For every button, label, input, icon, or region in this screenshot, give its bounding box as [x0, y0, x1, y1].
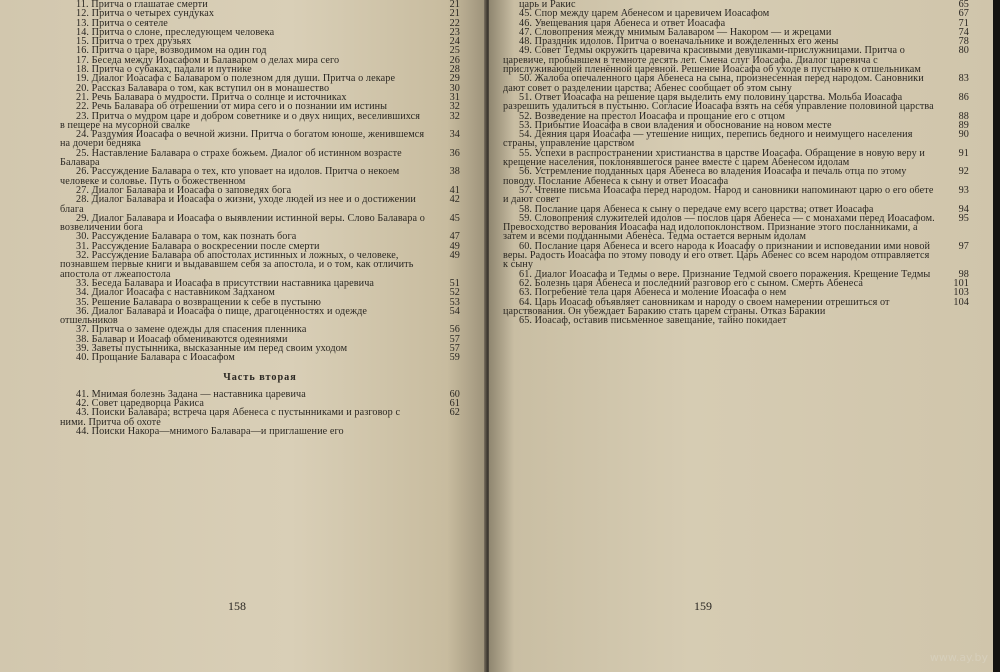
toc-entry-page: 51 [449, 277, 460, 289]
toc-entry-title: 65. Иоасаф, оставив письменное завещание, тайно покидает [519, 315, 787, 327]
toc-entry-page: 78 [958, 36, 969, 48]
toc-entry [503, 149, 969, 168]
toc-entry-title: 26. Рассуждение Балавара о тех, кто уповает на идолов. Притча о некоем человеке и соловье. Путь о божественном [60, 166, 400, 187]
toc-entry-title: 18. Притча о субаках, падали и путнике [76, 64, 252, 76]
toc-entry-title: 34. Диалог Иоасафа с наставником Задханом [76, 287, 275, 299]
toc-entry-page: 45 [449, 212, 460, 224]
toc-entry-page: 25 [449, 45, 460, 57]
toc-entry-title: 48. Праздник идолов. Притча о военачальнике и вожделенных его жены [519, 36, 839, 48]
toc-entry-title: 43. Поиски Балавара; встреча царя Абенеса с пустынниками и разговор с ними. Притча об охоте [60, 407, 401, 428]
toc-entry-title: 38. Балавар и Иоасаф обмениваются одеяниями [76, 333, 288, 345]
toc-entry-title: 24. Раздумия Иоасафа о вечной жизни. Притча о богатом юноше, женившемся на дочери бедняка [60, 129, 425, 150]
right-page [489, 0, 993, 672]
toc-entry-title: 45. Спор между царем Абенесом и царевичем Иоасафом [519, 8, 770, 20]
toc-entry [60, 251, 460, 279]
toc-entry-page: 56 [449, 324, 460, 336]
toc-entry-page: 67 [958, 8, 969, 20]
toc-entry-title: 19. Диалог Иоасафа с Балаваром о полезном для души. Притча о лекаре [76, 73, 396, 85]
toc-entry-title: 16. Притча о царе, возводимом на один год [76, 45, 267, 57]
right-page-number: 159 [694, 599, 712, 613]
toc-entry-title: 25. Наставление Балавара о страхе божьем. Диалог об истинном возрасте Балавара [60, 147, 402, 169]
toc-entry-page: 93 [958, 184, 969, 196]
toc-entry-page: 92 [958, 166, 969, 178]
toc-entry-page: 49 [449, 250, 460, 262]
toc-entry-title: царь и Ракис [519, 0, 576, 10]
toc-entry-title: 30. Рассуждение Балавара о том, как познать бога [76, 231, 297, 243]
toc-entry-page: 91 [958, 147, 969, 159]
toc-entry-page: 88 [958, 110, 969, 122]
toc-entry-title: 59. Словопрения служителей идолов — послов царя Абенеса — с монахами перед Иоасафом. Превосходство верования Иоасафа над идолопоклонством. Признание этого посланниками, а затем и всеми подданными Абенеса. Тедма остается верным идолам [503, 212, 935, 243]
toc-entry [503, 93, 969, 112]
toc-entry-title: 47. Словопрения между мнимым Балаваром — Накором — и жрецами [519, 26, 832, 38]
toc-entry-page: 49 [449, 240, 460, 252]
toc-entry-page: 74 [958, 26, 969, 38]
toc-entry [503, 74, 969, 93]
toc-entry-title: 42. Совет царедворца Ракиса [76, 398, 204, 410]
toc-entry-title: 62. Болезнь царя Абенеса и последний разговор его с сыном. Смерть Абенеса [519, 277, 864, 289]
toc-entry-title: 63. Погребение тела царя Абенеса и моление Иоасафа о нем [519, 287, 787, 299]
toc-entry-page: 24 [449, 36, 460, 48]
toc-entry-title: 51. Ответ Иоасафа на решение царя выделить ему половину царства. Мольба Иоасафа разрешить удалиться в пустыню. Согласие Иоасафа взять на себя управление половиной царства [503, 91, 934, 113]
toc-entry-page: 103 [953, 287, 969, 299]
toc-entry-title: 14. Притча о слоне, преследующем человека [76, 26, 275, 38]
toc-entry-page: 29 [449, 73, 460, 85]
toc-entry-page: 104 [953, 296, 969, 308]
toc-entry-page: 83 [958, 73, 969, 85]
toc-entry [60, 195, 460, 214]
toc-entry-page: 57 [449, 333, 460, 345]
left-page [0, 0, 486, 672]
right-contents-column [503, 0, 969, 325]
toc-entry-page: 97 [958, 240, 969, 252]
toc-entry-title: 29. Диалог Балавара и Иоасафа о выявлении истинной веры. Слово Балавара о возвеличении бога [60, 212, 425, 234]
toc-entry-page: 61 [449, 398, 460, 410]
toc-entry-page: 86 [958, 91, 969, 103]
toc-entry-page: 32 [449, 110, 460, 122]
toc-entry-title: 61. Диалог Иоасафа и Тедмы о вере. Признание Тедмой своего поражения. Крещение Тедмы [519, 268, 931, 280]
toc-entry [503, 214, 969, 242]
table-edge [993, 0, 1000, 672]
toc-entry-page: 71 [958, 17, 969, 29]
toc-entry [503, 46, 969, 74]
toc-entry-title: 37. Притча о замене одежды для спасения пленника [76, 324, 307, 336]
left-contents-column [60, 0, 460, 436]
toc-entry-title: 44. Поиски Накора—мнимого Балавара—и приглашение его [76, 426, 344, 438]
toc-entry [503, 242, 969, 270]
toc-entry-title: 64. Царь Иоасаф объявляет сановникам и народу о своем намерении отрешиться от царствования. Он убеждает Баракию стать царем страны. Отказ Баракии [503, 296, 890, 317]
toc-entry-title: 40. Прощание Балавара с Иоасафом [76, 352, 235, 364]
toc-entry [60, 307, 460, 326]
toc-entry [60, 112, 460, 131]
left-page-number: 158 [228, 599, 246, 613]
toc-entry [60, 130, 460, 149]
toc-entry-page: 32 [449, 101, 460, 113]
toc-entry-page: 47 [449, 231, 460, 243]
toc-entry-page: 23 [449, 26, 460, 38]
toc-entry [60, 167, 460, 186]
toc-entry-page: 38 [449, 166, 460, 178]
toc-entry-title: 36. Диалог Балавара и Иоасафа о пище, драгоценностях и одежде отшельников [60, 305, 367, 327]
toc-entry-page: 98 [958, 268, 969, 280]
toc-entry-title: 46. Увещевания царя Абенеса и ответ Иоасафа [519, 17, 726, 29]
toc-entry-title: 39. Заветы пустынника, высказанные им перед своим уходом [76, 342, 348, 354]
toc-entry-page: 80 [958, 45, 969, 57]
toc-entry-title: 11. Притча о глашатае смерти [76, 0, 208, 10]
toc-entry-title: 13. Притча о сеятеле [76, 17, 168, 29]
toc-entry-title: 57. Чтение письма Иоасафа перед народом. Народ и сановники напоминают царю о его обете и дают совет [503, 184, 934, 206]
toc-entry-page: 95 [958, 212, 969, 224]
toc-entry-title: 55. Успехи в распространении христианства в царстве Иоасафа. Обращение в новую веру и крещение населения, поклонявшегося ранее вместе с царем Абенесом идолам [503, 147, 925, 169]
toc-entry-title: 32. Рассуждение Балавара об апостолах истинных и ложных, о человеке, познавшем первые книги и выдававшем себя за апостола, и о том, как отличить апостола от лжеапостола [60, 250, 414, 280]
toc-entry-page: 21 [449, 0, 460, 10]
toc-entry-page: 41 [449, 184, 460, 196]
toc-entry-page: 57 [449, 342, 460, 354]
toc-entry [60, 353, 460, 362]
toc-entry-page: 60 [449, 388, 460, 400]
toc-entry [60, 408, 460, 427]
toc-entry-page: 62 [449, 407, 460, 419]
toc-entry-page: 89 [958, 119, 969, 131]
toc-entry-title: 27. Диалог Балавара и Иоасафа о заповедях бога [76, 184, 292, 196]
toc-entry-title: 15. Притча о трех друзьях [76, 36, 192, 48]
toc-entry-page: 28 [449, 64, 460, 76]
toc-entry [60, 214, 460, 233]
toc-entry [60, 149, 460, 168]
toc-entry [503, 298, 969, 317]
toc-entry-title: 54. Деяния царя Иоасафа — утешение нищих, перепись бедного и неимущего населения страны, управление царством [503, 129, 913, 150]
toc-entry-title: 50. Жалоба опечаленного царя Абенеса на сына, произнесенная перед народом. Сановники дают совет о разделении царства; Абенес сообщает об этом сыну [503, 73, 924, 94]
toc-entry-page: 22 [449, 17, 460, 29]
toc-entry-title: 28. Диалог Балавара и Иоасафа о жизни, уходе людей из нее и о достижении блага [60, 194, 416, 215]
toc-entry-title: 31. Рассуждение Балавара о воскресении после смерти [76, 240, 320, 252]
toc-entry-title: 60. Послание царя Абенеса и всего народа к Иоасафу о признании и исповедании ими новой веры. Радость Иоасафа по этому поводу и его ответ. Царь Абенес со всем народом отправляется к сыну [503, 240, 931, 271]
toc-entry-page: 26 [449, 54, 460, 66]
toc-entry-title: 22. Речь Балавара об отрешении от мира сего и о познании им истины [76, 101, 388, 113]
toc-entry-page: 42 [449, 194, 460, 206]
toc-entry-page: 31 [449, 91, 460, 103]
toc-entry-page: 54 [449, 305, 460, 317]
toc-entry-title: 49. Совет Тедмы окружить царевича красивыми девушками-прислужницами. Притча о царевиче, пробывшем в темноте десять лет. Смена слуг Иоасафа. Диалог царевича с прислуживающей пленённой царевной. Решение Иоасафа об уходе в пустыню к отшельникам [503, 45, 921, 76]
section-heading: Часть вторая [223, 371, 297, 383]
toc-entry [503, 167, 969, 186]
toc-entry-page: 21 [449, 8, 460, 20]
toc-entry [60, 427, 460, 436]
toc-entry-page: 59 [449, 352, 460, 364]
toc-entry-title: 52. Возведение на престол Иоасафа и прощание его с отцом [519, 110, 786, 122]
toc-entry-page: 36 [449, 147, 460, 159]
toc-entry-title: 53. Прибытие Иоасафа в свои владения и обоснование на новом месте [519, 119, 832, 131]
watermark: www.ay.by [929, 651, 988, 664]
toc-entry-title: 58. Послание царя Абенеса к сыну о передаче ему всего царства; ответ Иоасафа [519, 203, 874, 215]
toc-entry-title: 23. Притча о мудром царе и добром советнике и о двух нищих, веселившихся в пещере на мусорной свалке [60, 110, 421, 131]
toc-entry-title: 56. Устремление подданных царя Абенеса во владения Иоасафа и печаль отца по этому поводу. Послание Абенеса к сыну и ответ Иоасафа [503, 166, 907, 187]
toc-entry-title: 21. Речь Балавара о мудрости. Притча о солнце и источниках [76, 91, 347, 103]
toc-entry-page: 94 [958, 203, 969, 215]
toc-entry-title: 33. Беседа Балавара и Иоасафа в присутствии наставника царевича [76, 277, 375, 289]
toc-entry-title: 17. Беседа между Иоасафом и Балаваром о делах мира сего [76, 54, 340, 66]
toc-entry-page: 53 [449, 296, 460, 308]
toc-entry-page: 90 [958, 129, 969, 141]
toc-entry-page: 101 [953, 277, 969, 289]
toc-entry-page: 52 [449, 287, 460, 299]
toc-entry-title: 35. Решение Балавара о возвращении к себе в пустыню [76, 296, 321, 308]
toc-entry-title: 20. Рассказ Балавара о том, как вступил он в монашество [76, 82, 330, 94]
toc-entry-title: 12. Притча о четырех сундуках [76, 8, 215, 20]
toc-entry [503, 316, 969, 325]
toc-entry [503, 186, 969, 205]
toc-entry-page: 65 [958, 0, 969, 10]
toc-entry-page: 30 [449, 82, 460, 94]
toc-entry-page: 34 [449, 129, 460, 141]
toc-entry [503, 130, 969, 149]
toc-entry-title: 41. Мнимая болезнь Задана — наставника царевича [76, 388, 306, 400]
